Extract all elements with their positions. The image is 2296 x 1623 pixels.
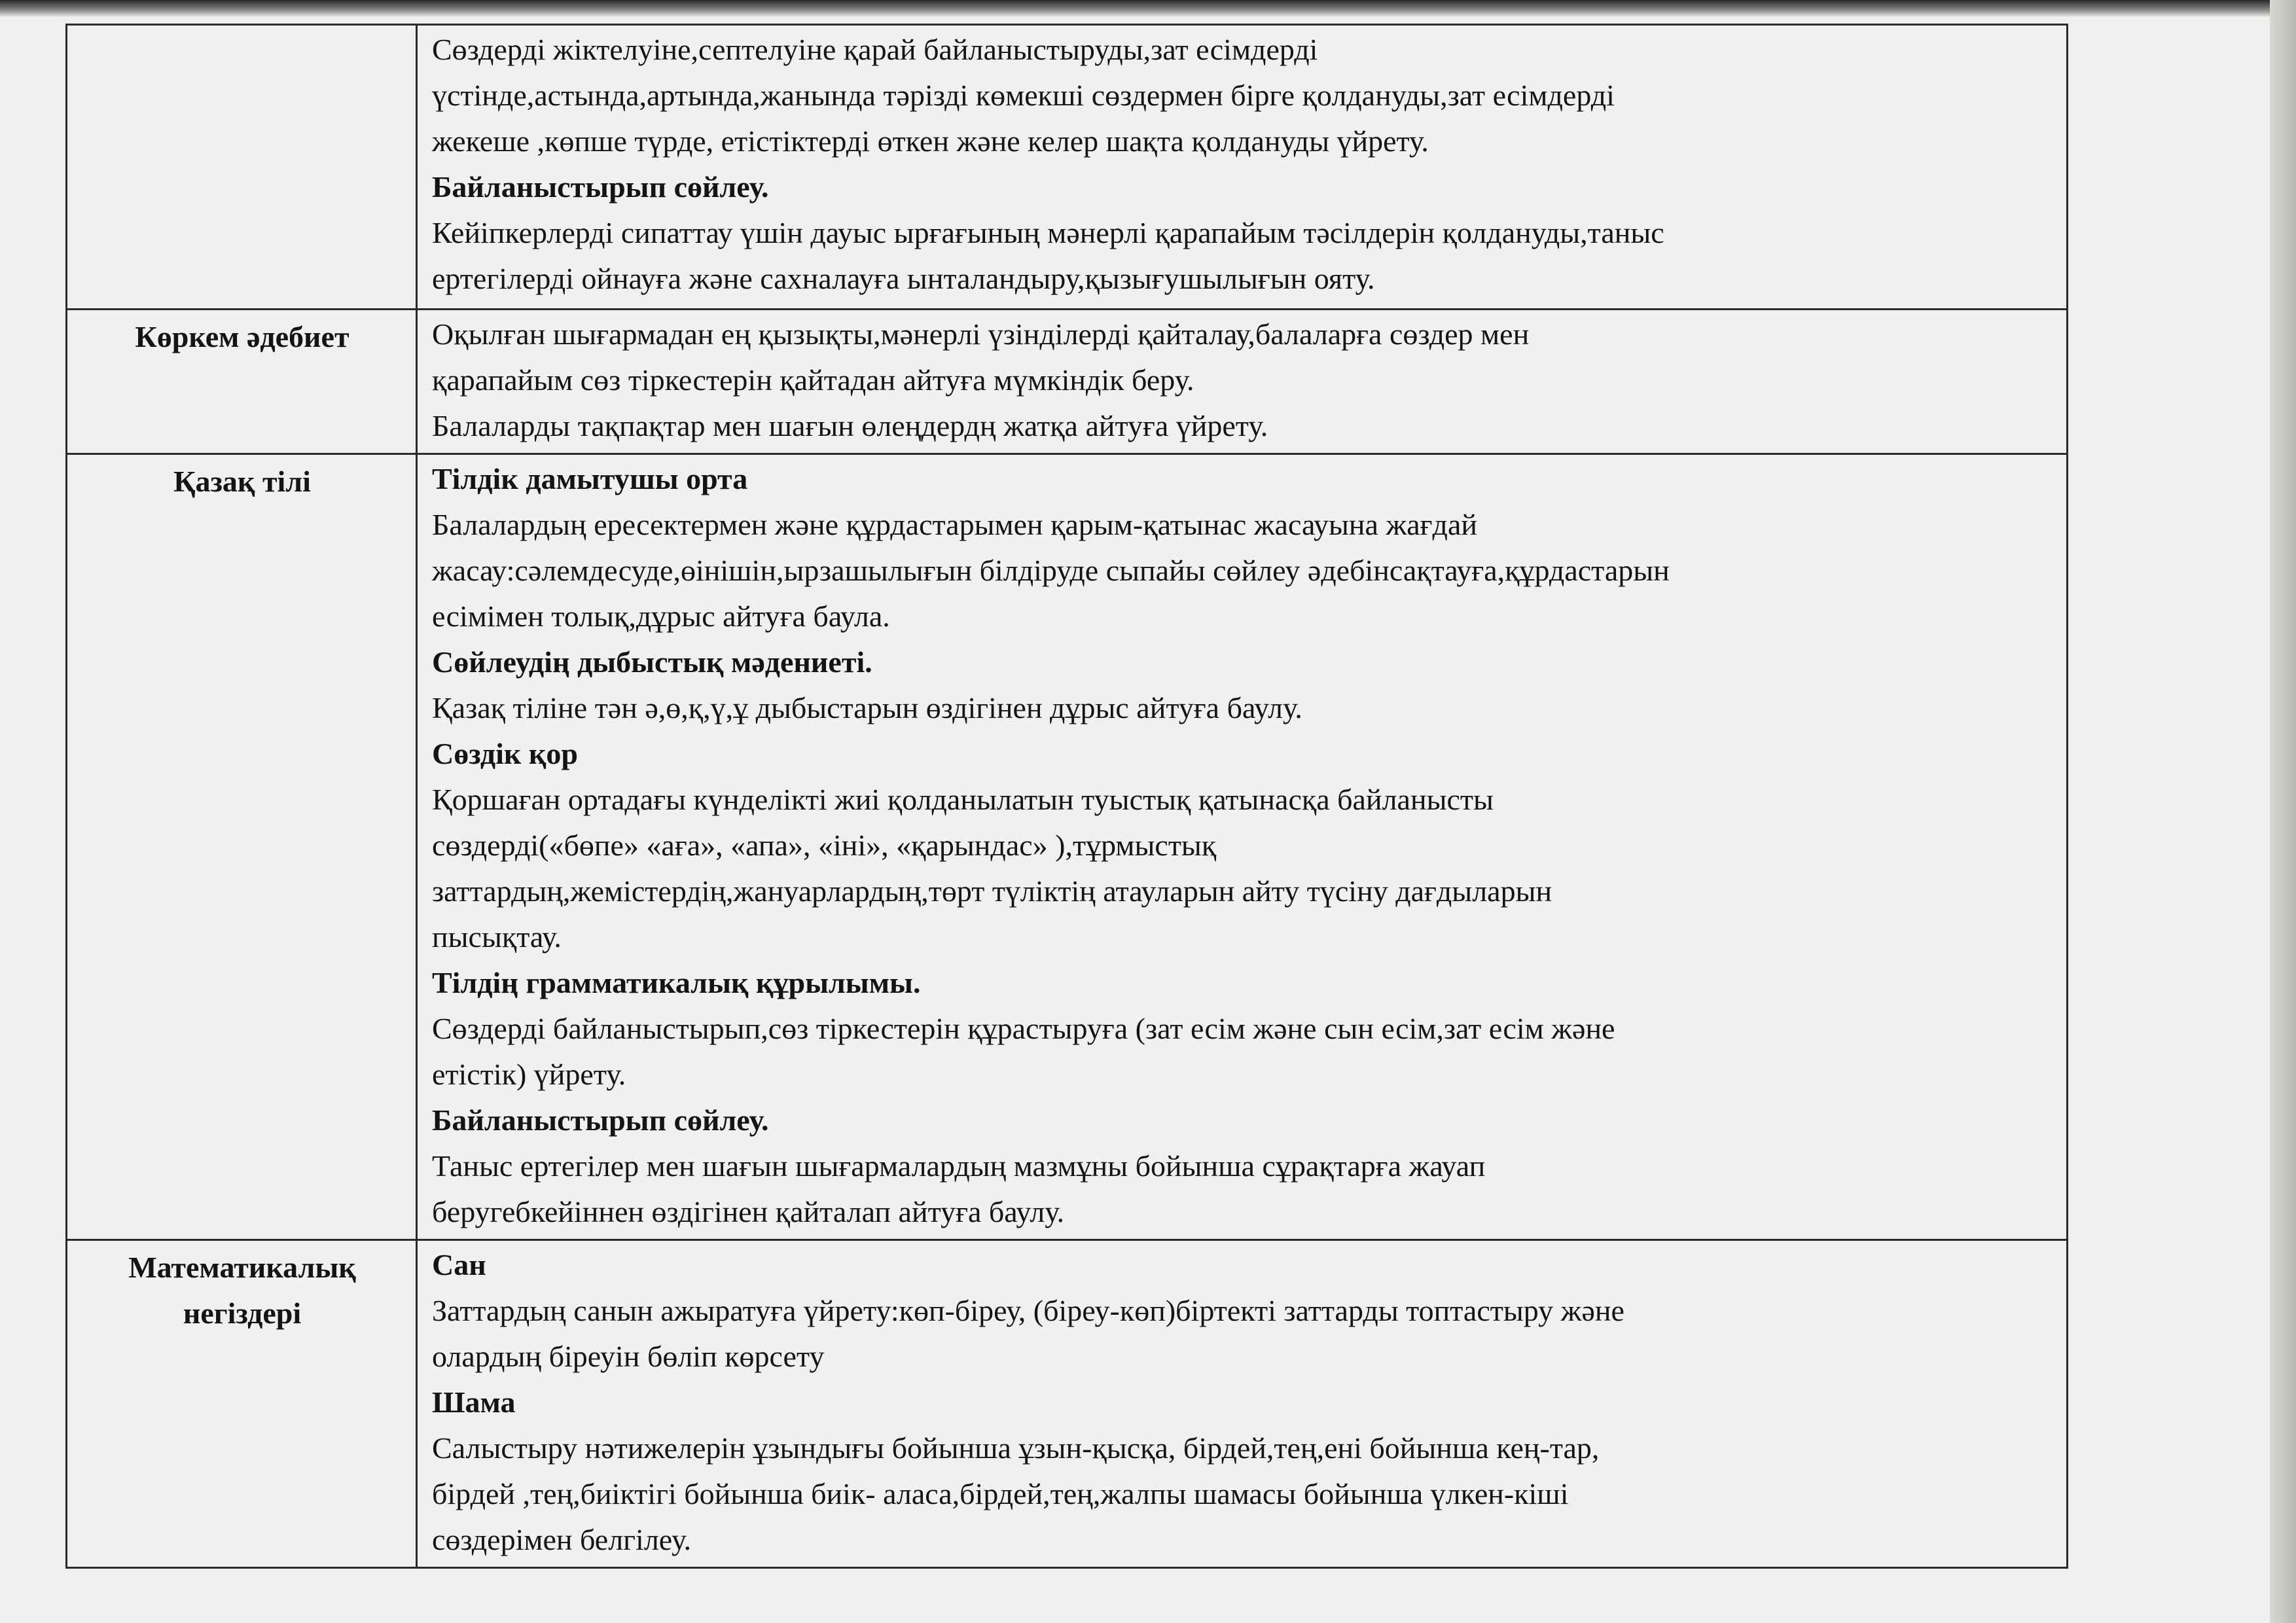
content-line: Қоршаған ортадағы күнделікті жиі қолданылатын туыстық қатынасқа байланысты (432, 783, 1494, 816)
content-line: Таныс ертегілер мен шағын шығармалардың мазмұны бойынша сұрақтарға жауап (432, 1149, 1486, 1183)
table-row-speech-development (67, 25, 2068, 310)
content-line: Қазақ тіліне тән ә,ө,қ,ү,ұ дыбыстарын өздігінен дұрыс айтуға баулу. (432, 691, 1302, 724)
content-line: етістік) үйрету. (432, 1058, 626, 1091)
content-line: үстінде,астында,артында,жанында тәрізді көмекші сөздермен бірге қолдануды,зат есімдерді (432, 79, 1615, 112)
curriculum-table-body (67, 25, 2068, 1568)
table-row-math-basics (67, 1240, 2068, 1568)
subject-cell (67, 25, 417, 310)
content-line: заттардың,жемістердің,жануарлардың,төрт түліктің атауларын айту түсіну дағдыларын (432, 874, 1552, 908)
content-line: Сөздерді жіктелуіне,септелуіне қарай байланыстыруды,зат есімдерді (432, 33, 1318, 66)
section-heading: Тілдің грамматикалық құрылымы. (432, 966, 921, 999)
content-line: сөздерді(«бөпе» «аға», «апа», «іні», «қарындас» ),тұрмыстық (432, 829, 1217, 862)
section-heading: Сөздік қор (432, 737, 579, 770)
content-line: Оқылған шығармадан ең қызықты,мәнерлі үзінділерді қайталау,балаларға сөздер мен (432, 317, 1530, 351)
content-line: беругебкейіннен өздігінен қайталап айтуға баулу. (432, 1195, 1065, 1228)
section-heading: Шама (432, 1385, 516, 1419)
content-line: жекеше ,көпше түрде, етістіктерді өткен және келер шақта қолдануды үйрету. (432, 124, 1429, 158)
content-line: Кейіпкерлерді сипаттау үшін дауыс ырғағының мәнерлі қарапайым тәсілдерін қолдануды,таныс (432, 216, 1664, 249)
scan-top-edge (0, 0, 2296, 17)
content-line: сөздерімен белгілеу. (432, 1523, 691, 1556)
content-cell (417, 25, 2068, 310)
curriculum-table (65, 24, 2068, 1569)
content-line: жасау:сәлемдесуде,өінішін,ырзашылығын білдіруде сыпайы сөйлеу әдебінсақтауға,құрдастарын (432, 554, 1670, 587)
subject-cell: Математикалық негіздері (67, 1240, 417, 1568)
table-row-kazakh-language (67, 454, 2068, 1240)
content-line: ертегілерді ойнауға және сахналауға ынталандыру,қызығушылығын ояту. (432, 262, 1375, 295)
content-line: Балаларды тақпақтар мен шағын өлеңдердң жатқа айтуға үйрету. (432, 409, 1268, 442)
subject-cell: Көркем әдебиет (67, 310, 417, 454)
content-cell (417, 1240, 2068, 1568)
table-row-fiction (67, 310, 2068, 454)
subject-cell: Қазақ тілі (67, 454, 417, 1240)
section-heading: Байланыстырып сөйлеу. (432, 170, 769, 204)
content-line: Балалардың ересектермен және құрдастарымен қарым-қатынас жасауына жағдай (432, 508, 1477, 541)
section-heading: Сөйлеудің дыбыстық мәдениеті. (432, 645, 872, 679)
content-line: Салыстыру нәтижелерін ұзындығы бойынша ұзын-қысқа, бірдей,тең,ені бойынша кең-тар, (432, 1431, 1600, 1465)
section-heading: Тілдік дамытушы орта (432, 462, 748, 495)
content-line: Заттардың санын ажыратуға үйрету:көп-біреу, (біреу-көп)біртекті заттарды топтастыру және (432, 1294, 1624, 1327)
section-heading: Байланыстырып сөйлеу. (432, 1103, 769, 1137)
scan-right-edge (2270, 0, 2296, 1623)
content-line: Сөздерді байланыстырып,сөз тіркестерін құрастыруға (зат есім және сын есім,зат есім және (432, 1012, 1615, 1045)
content-line: бірдей ,тең,биіктігі бойынша биік- аласа,бірдей,тең,жалпы шамасы бойынша үлкен-кіші (432, 1477, 1569, 1510)
content-line: қарапайым сөз тіркестерін қайтадан айтуға мүмкіндік беру. (432, 363, 1194, 397)
section-heading: Сан (432, 1248, 486, 1281)
content-line: олардың біреуін бөліп көрсету (432, 1340, 825, 1373)
content-cell (417, 310, 2068, 454)
content-line: пысықтау. (432, 920, 562, 954)
content-cell (417, 454, 2068, 1240)
content-line: есімімен толық,дұрыс айтуға баула. (432, 599, 890, 633)
